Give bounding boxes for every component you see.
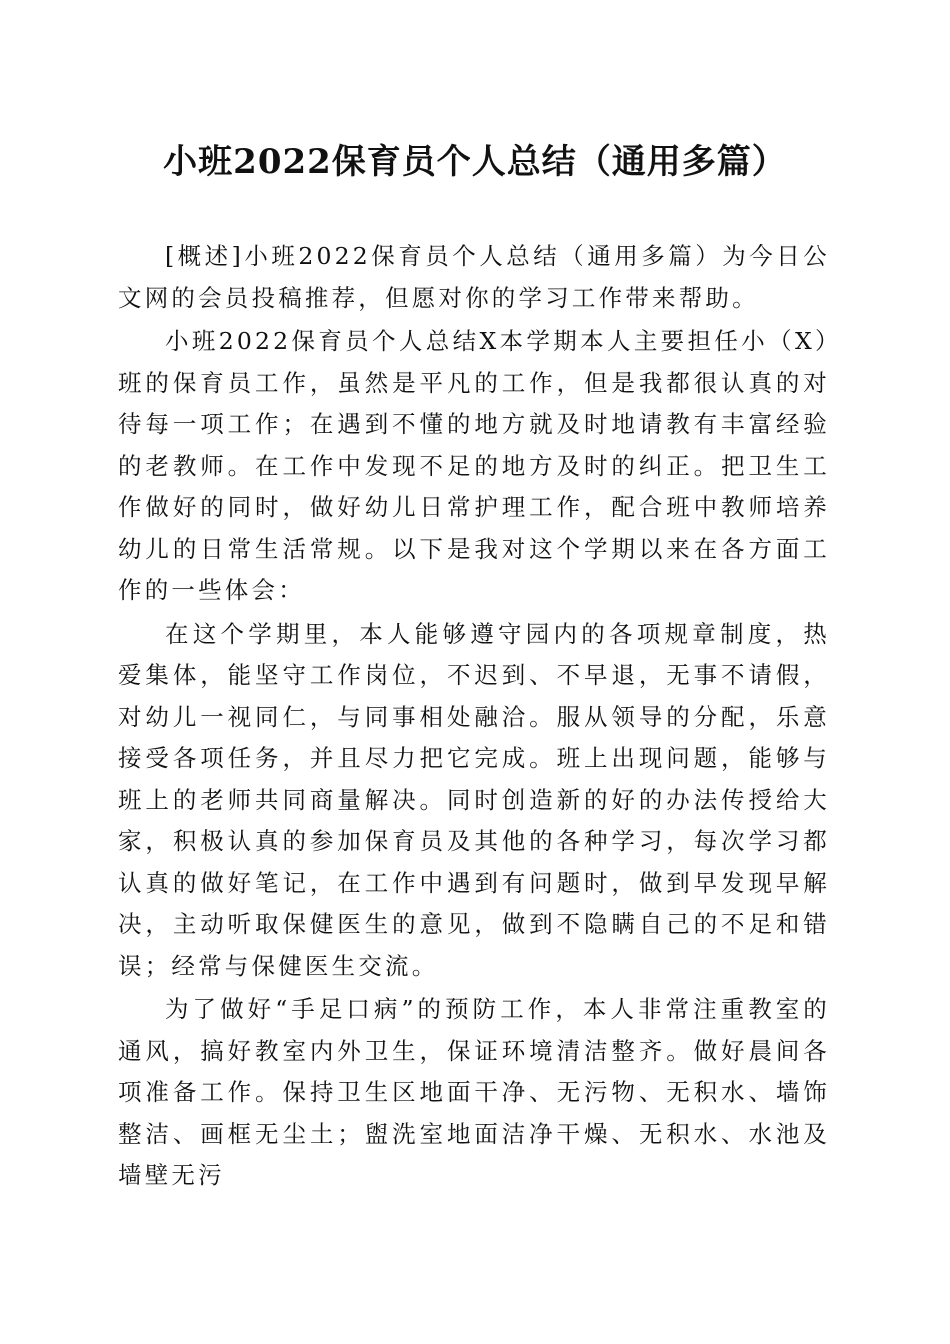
paragraph-intro: 小班2022保育员个人总结X本学期本人主要担任小（X）班的保育员工作，虽然是平凡的工作，但是我都很认真的对待每一项工作；在遇到不懂的地方就及时地请教有丰富经验的老教师。在工作中发现不足的地方及时的纠正。把卫生工作做好的同时，做好幼儿日常护理工作，配合班中教师培养幼儿的日常生活常规。以下是我对这个学期以来在各方面工作的一些体会：: [118, 327, 830, 604]
document-title: 小班2022保育员个人总结（通用多篇）: [163, 142, 787, 182]
paragraph-summary: [概述]小班2022保育员个人总结（通用多篇）为今日公文网的会员投稿推荐，但愿对你的学习工作带来帮助。: [118, 242, 830, 312]
paragraph-conduct: 在这个学期里，本人能够遵守园内的各项规章制度，热爱集体，能坚守工作岗位，不迟到、不早退，无事不请假，对幼儿一视同仁，与同事相处融洽。服从领导的分配，乐意接受各项任务，并且尽力把它完成。班上出现问题，能够与班上的老师共同商量解决。同时创造新的好的办法传授给大家，积极认真的参加保育员及其他的各种学习，每次学习都认真的做好笔记，在工作中遇到有问题时，做到早发现早解决，主动听取保健医生的意见，做到不隐瞒自己的不足和错误；经常与保健医生交流。: [118, 619, 830, 980]
paragraph-hygiene: 为了做好“手足口病”的预防工作，本人非常注重教室的通风，搞好教室内外卫生，保证环境清洁整齐。做好晨间各项准备工作。保持卫生区地面干净、无污物、无积水、墙饰整洁、画框无尘土；盥洗室地面洁净干燥、无积水、水池及墙壁无污: [118, 995, 830, 1189]
document-body: [118, 236, 830, 1199]
